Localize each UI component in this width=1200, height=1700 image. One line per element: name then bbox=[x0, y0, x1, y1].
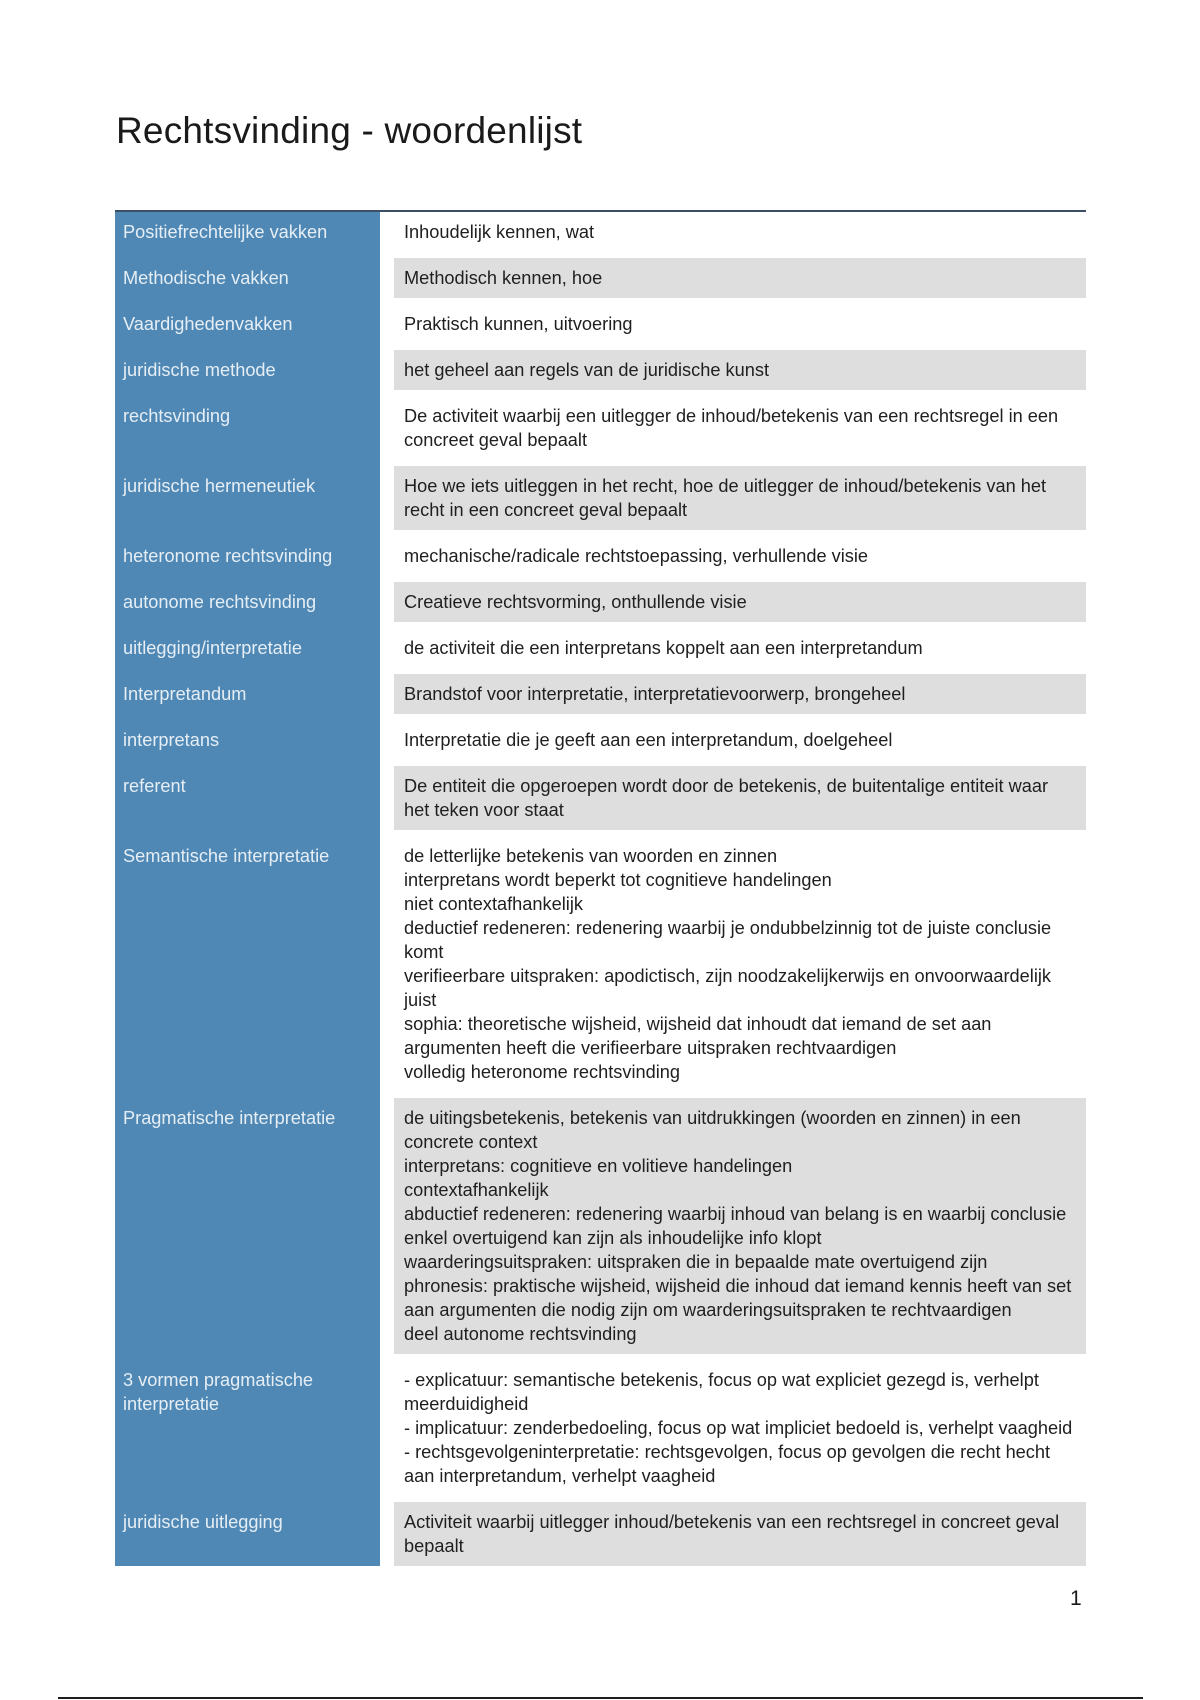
definition-cell: Inhoudelijk kennen, wat bbox=[394, 212, 1086, 252]
term-cell: heteronome rechtsvinding bbox=[115, 530, 380, 576]
table-row bbox=[115, 298, 1086, 344]
term-cell: referent bbox=[115, 760, 380, 830]
definition-cell: De activiteit waarbij een uitlegger de inhoud/betekenis van een rechtsregel in een concreet geval bepaalt bbox=[394, 390, 1086, 460]
definition-cell: Creatieve rechtsvorming, onthullende visie bbox=[394, 576, 1086, 622]
term-cell: juridische uitlegging bbox=[115, 1496, 380, 1566]
definition-cell: het geheel aan regels van de juridische kunst bbox=[394, 344, 1086, 390]
column-gap bbox=[380, 830, 394, 1092]
table-row bbox=[115, 622, 1086, 668]
table-row bbox=[115, 390, 1086, 460]
column-gap bbox=[380, 1354, 394, 1496]
column-gap bbox=[380, 622, 394, 668]
term-cell: Semantische interpretatie bbox=[115, 830, 380, 1092]
term-cell: rechtsvinding bbox=[115, 390, 380, 460]
definition-cell: Interpretatie die je geeft aan een interpretandum, doelgeheel bbox=[394, 714, 1086, 760]
term-cell: uitlegging/interpretatie bbox=[115, 622, 380, 668]
column-gap bbox=[380, 252, 394, 298]
table-row bbox=[115, 576, 1086, 622]
definition-cell: Hoe we iets uitleggen in het recht, hoe de uitlegger de inhoud/betekenis van het recht in een concreet geval bepaalt bbox=[394, 460, 1086, 530]
column-gap bbox=[380, 1092, 394, 1354]
table-row bbox=[115, 460, 1086, 530]
definition-cell: Brandstof voor interpretatie, interpretatievoorwerp, brongeheel bbox=[394, 668, 1086, 714]
term-cell: 3 vormen pragmatische interpretatie bbox=[115, 1354, 380, 1496]
definition-cell: mechanische/radicale rechtstoepassing, verhullende visie bbox=[394, 530, 1086, 576]
term-cell: Interpretandum bbox=[115, 668, 380, 714]
footer-divider bbox=[58, 1697, 1143, 1699]
table-row bbox=[115, 212, 1086, 252]
definition-cell: Praktisch kunnen, uitvoering bbox=[394, 298, 1086, 344]
definition-cell: Methodisch kennen, hoe bbox=[394, 252, 1086, 298]
table-row bbox=[115, 1092, 1086, 1354]
column-gap bbox=[380, 344, 394, 390]
term-cell: juridische methode bbox=[115, 344, 380, 390]
definition-cell: De entiteit die opgeroepen wordt door de betekenis, de buitentalige entiteit waar het teken voor staat bbox=[394, 760, 1086, 830]
column-gap bbox=[380, 576, 394, 622]
term-cell: Positiefrechtelijke vakken bbox=[115, 212, 380, 252]
column-gap bbox=[380, 298, 394, 344]
column-gap bbox=[380, 760, 394, 830]
table-row bbox=[115, 830, 1086, 1092]
term-cell: Methodische vakken bbox=[115, 252, 380, 298]
column-gap bbox=[380, 714, 394, 760]
column-gap bbox=[380, 668, 394, 714]
definition-cell: de activiteit die een interpretans koppelt aan een interpretandum bbox=[394, 622, 1086, 668]
table-row bbox=[115, 668, 1086, 714]
term-cell: interpretans bbox=[115, 714, 380, 760]
column-gap bbox=[380, 1496, 394, 1566]
column-gap bbox=[380, 212, 394, 252]
page-title: Rechtsvinding - woordenlijst bbox=[116, 110, 583, 151]
definition-cell: de letterlijke betekenis van woorden en zinnen interpretans wordt beperkt tot cognitieve handelingen niet contextafhankelijk deductief redeneren: redenering waarbij je ondubbelzinnig tot de juiste conclusie komt verifieerbare uitspraken: apodictisch, zijn noodzakelijkerwijs en onvoorwaardelijk juist sophia: theoretische wijsheid, wijsheid dat inhoudt dat iemand de set aan argumenten heeft die verifieerbare uitspraken rechtvaardigen volledig heteronome rechtsvinding bbox=[394, 830, 1086, 1092]
glossary-table bbox=[115, 210, 1086, 1566]
table-row bbox=[115, 252, 1086, 298]
column-gap bbox=[380, 460, 394, 530]
table-row bbox=[115, 1496, 1086, 1566]
column-gap bbox=[380, 530, 394, 576]
page-number: 1 bbox=[1070, 1587, 1082, 1610]
table-row bbox=[115, 344, 1086, 390]
table-row bbox=[115, 760, 1086, 830]
term-cell: juridische hermeneutiek bbox=[115, 460, 380, 530]
table-row bbox=[115, 1354, 1086, 1496]
table-row bbox=[115, 714, 1086, 760]
term-cell: autonome rechtsvinding bbox=[115, 576, 380, 622]
column-gap bbox=[380, 390, 394, 460]
table-row bbox=[115, 530, 1086, 576]
definition-cell: de uitingsbetekenis, betekenis van uitdrukkingen (woorden en zinnen) in een concrete context interpretans: cognitieve en volitieve handelingen contextafhankelijk abductief redeneren: redenering waarbij inhoud van belang is en waarbij conclusie enkel overtuigend kan zijn als inhoudelijke info klopt waarderingsuitspraken: uitspraken die in bepaalde mate overtuigend zijn phronesis: praktische wijsheid, wijsheid die inhoud dat iemand kennis heeft van set aan argumenten die nodig zijn om waarderingsuitspraken te rechtvaardigen deel autonome rechtsvinding bbox=[394, 1092, 1086, 1354]
term-cell: Pragmatische interpretatie bbox=[115, 1092, 380, 1354]
definition-cell: - explicatuur: semantische betekenis, focus op wat expliciet gezegd is, verhelpt meerduidigheid - implicatuur: zenderbedoeling, focus op wat impliciet bedoeld is, verhelpt vaagheid - rechtsgevolgeninterpretatie: rechtsgevolgen, focus op gevolgen die recht hecht aan interpretandum, verhelpt vaagheid bbox=[394, 1354, 1086, 1496]
definition-cell: Activiteit waarbij uitlegger inhoud/betekenis van een rechtsregel in concreet geval bepaalt bbox=[394, 1496, 1086, 1566]
term-cell: Vaardighedenvakken bbox=[115, 298, 380, 344]
